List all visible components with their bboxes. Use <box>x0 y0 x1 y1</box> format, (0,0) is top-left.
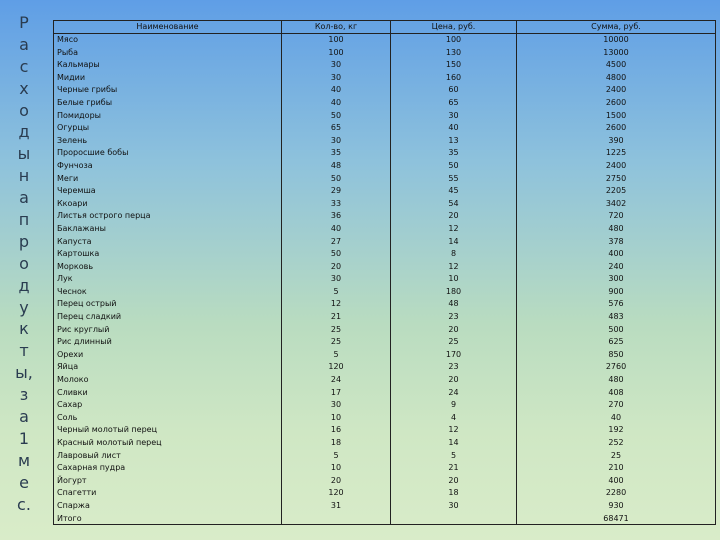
table-row <box>54 222 716 235</box>
vertical-title-char: д <box>18 275 30 295</box>
item-name-cell: Мидии <box>54 71 282 84</box>
quantity-cell: 100 <box>282 46 391 59</box>
quantity-cell: 40 <box>282 222 391 235</box>
item-name-cell: Сахар <box>54 399 282 412</box>
sum-cell: 480 <box>517 374 716 387</box>
table-row <box>54 323 716 336</box>
quantity-cell: 30 <box>282 273 391 286</box>
table-row <box>54 210 716 223</box>
sum-cell: 1225 <box>517 147 716 160</box>
header-row <box>54 21 716 34</box>
sum-cell: 1500 <box>517 109 716 122</box>
price-cell: 30 <box>391 109 517 122</box>
sum-cell: 2400 <box>517 84 716 97</box>
sum-cell: 4500 <box>517 59 716 72</box>
table-row <box>54 235 716 248</box>
quantity-cell: 10 <box>282 411 391 424</box>
price-cell: 5 <box>391 449 517 462</box>
sum-cell: 2750 <box>517 172 716 185</box>
sum-cell: 300 <box>517 273 716 286</box>
vertical-title-char: а <box>19 34 29 54</box>
header-quantity: Кол-во, кг <box>282 21 391 34</box>
vertical-title-char: м <box>17 450 31 470</box>
price-cell: 25 <box>391 336 517 349</box>
quantity-cell: 31 <box>282 499 391 512</box>
vertical-title-char: н <box>18 166 30 186</box>
price-cell: 4 <box>391 411 517 424</box>
header-name: Наименование <box>54 21 282 34</box>
table-row <box>54 147 716 160</box>
sum-cell: 576 <box>517 298 716 311</box>
sum-cell: 10000 <box>517 34 716 47</box>
quantity-cell: 20 <box>282 260 391 273</box>
vertical-title-char: ы <box>17 144 31 164</box>
table-row <box>54 411 716 424</box>
quantity-cell: 27 <box>282 235 391 248</box>
table-row <box>54 172 716 185</box>
price-cell: 20 <box>391 210 517 223</box>
item-name-cell: Сахарная пудра <box>54 462 282 475</box>
sum-cell: 2205 <box>517 185 716 198</box>
price-cell: 65 <box>391 96 517 109</box>
item-name-cell: Яйца <box>54 361 282 374</box>
quantity-cell: 30 <box>282 134 391 147</box>
quantity-cell: 17 <box>282 386 391 399</box>
quantity-cell: 25 <box>282 336 391 349</box>
item-name-cell: Белые грибы <box>54 96 282 109</box>
sum-cell: 850 <box>517 348 716 361</box>
total-row <box>54 512 716 525</box>
sum-cell: 252 <box>517 437 716 450</box>
total-empty-cell <box>282 512 391 525</box>
table-row <box>54 159 716 172</box>
price-cell: 9 <box>391 399 517 412</box>
quantity-cell: 10 <box>282 462 391 475</box>
table-row <box>54 424 716 437</box>
table-row <box>54 46 716 59</box>
quantity-cell: 40 <box>282 84 391 97</box>
price-cell: 10 <box>391 273 517 286</box>
table-row <box>54 285 716 298</box>
table-row <box>54 273 716 286</box>
item-name-cell: Картошка <box>54 248 282 261</box>
table-row <box>54 34 716 47</box>
quantity-cell: 5 <box>282 348 391 361</box>
price-cell: 150 <box>391 59 517 72</box>
price-cell: 21 <box>391 462 517 475</box>
quantity-cell: 12 <box>282 298 391 311</box>
quantity-cell: 35 <box>282 147 391 160</box>
price-cell: 45 <box>391 185 517 198</box>
item-name-cell: Помидоры <box>54 109 282 122</box>
price-cell: 100 <box>391 34 517 47</box>
quantity-cell: 50 <box>282 172 391 185</box>
item-name-cell: Спаржа <box>54 499 282 512</box>
table-row <box>54 348 716 361</box>
item-name-cell: Лавровый лист <box>54 449 282 462</box>
item-name-cell: Черные грибы <box>54 84 282 97</box>
item-name-cell: Морковь <box>54 260 282 273</box>
table-row <box>54 84 716 97</box>
quantity-cell: 30 <box>282 59 391 72</box>
item-name-cell: Баклажаны <box>54 222 282 235</box>
item-name-cell: Перец сладкий <box>54 311 282 324</box>
sum-cell: 2760 <box>517 361 716 374</box>
sum-cell: 25 <box>517 449 716 462</box>
item-name-cell: Чеснок <box>54 285 282 298</box>
price-cell: 13 <box>391 134 517 147</box>
quantity-cell: 21 <box>282 311 391 324</box>
quantity-cell: 36 <box>282 210 391 223</box>
sum-cell: 400 <box>517 248 716 261</box>
vertical-title-char: 1 <box>18 428 30 448</box>
quantity-cell: 20 <box>282 474 391 487</box>
sum-cell: 378 <box>517 235 716 248</box>
item-name-cell: Рыба <box>54 46 282 59</box>
quantity-cell: 30 <box>282 71 391 84</box>
vertical-title-char: з <box>19 385 29 405</box>
sum-cell: 2280 <box>517 487 716 500</box>
item-name-cell: Молоко <box>54 374 282 387</box>
vertical-title-char: х <box>19 78 29 98</box>
price-cell: 20 <box>391 323 517 336</box>
quantity-cell: 65 <box>282 122 391 135</box>
header-price: Цена, руб. <box>391 21 517 34</box>
price-cell: 20 <box>391 374 517 387</box>
item-name-cell: Фунчоза <box>54 159 282 172</box>
price-cell: 54 <box>391 197 517 210</box>
price-cell: 50 <box>391 159 517 172</box>
item-name-cell: Мясо <box>54 34 282 47</box>
price-cell: 30 <box>391 499 517 512</box>
item-name-cell: Сливки <box>54 386 282 399</box>
table-row <box>54 474 716 487</box>
quantity-cell: 100 <box>282 34 391 47</box>
price-cell: 8 <box>391 248 517 261</box>
price-cell: 14 <box>391 235 517 248</box>
vertical-title-char: т <box>19 341 29 361</box>
item-name-cell: Рис круглый <box>54 323 282 336</box>
table-row <box>54 487 716 500</box>
vertical-title-char: к <box>19 319 29 339</box>
price-cell: 170 <box>391 348 517 361</box>
vertical-title-char: с. <box>17 494 31 514</box>
quantity-cell: 40 <box>282 96 391 109</box>
item-name-cell: Рис длинный <box>54 336 282 349</box>
item-name-cell: Огурцы <box>54 122 282 135</box>
price-cell: 12 <box>391 424 517 437</box>
quantity-cell: 120 <box>282 487 391 500</box>
sum-cell: 3402 <box>517 197 716 210</box>
item-name-cell: Капуста <box>54 235 282 248</box>
price-cell: 24 <box>391 386 517 399</box>
vertical-title-char: о <box>19 253 29 273</box>
table-row <box>54 437 716 450</box>
price-cell: 23 <box>391 311 517 324</box>
vertical-title-char: р <box>18 231 30 251</box>
price-cell: 60 <box>391 84 517 97</box>
quantity-cell: 5 <box>282 285 391 298</box>
price-cell: 40 <box>391 122 517 135</box>
header-sum: Сумма, руб. <box>517 21 716 34</box>
quantity-cell: 18 <box>282 437 391 450</box>
table-row <box>54 59 716 72</box>
price-cell: 12 <box>391 222 517 235</box>
quantity-cell: 50 <box>282 109 391 122</box>
price-cell: 55 <box>391 172 517 185</box>
price-cell: 20 <box>391 474 517 487</box>
sum-cell: 408 <box>517 386 716 399</box>
sum-cell: 13000 <box>517 46 716 59</box>
quantity-cell: 50 <box>282 248 391 261</box>
item-name-cell: Меги <box>54 172 282 185</box>
vertical-title-char: о <box>19 100 29 120</box>
table-row <box>54 109 716 122</box>
price-cell: 14 <box>391 437 517 450</box>
sum-cell: 720 <box>517 210 716 223</box>
table-row <box>54 197 716 210</box>
table-row <box>54 298 716 311</box>
item-name-cell: Черемша <box>54 185 282 198</box>
quantity-cell: 120 <box>282 361 391 374</box>
price-cell: 23 <box>391 361 517 374</box>
table-row <box>54 122 716 135</box>
vertical-title-char: у <box>19 297 29 317</box>
table-row <box>54 71 716 84</box>
sum-cell: 900 <box>517 285 716 298</box>
table-body <box>54 34 716 525</box>
quantity-cell: 33 <box>282 197 391 210</box>
vertical-title-char: е <box>19 472 29 492</box>
table-row <box>54 499 716 512</box>
price-cell: 35 <box>391 147 517 160</box>
vertical-title-char: а <box>19 407 29 427</box>
table-row <box>54 399 716 412</box>
item-name-cell: Орехи <box>54 348 282 361</box>
table-row <box>54 260 716 273</box>
sum-cell: 480 <box>517 222 716 235</box>
price-cell: 160 <box>391 71 517 84</box>
item-name-cell: Соль <box>54 411 282 424</box>
price-cell: 180 <box>391 285 517 298</box>
expenses-table <box>53 20 716 525</box>
item-name-cell: Спагетти <box>54 487 282 500</box>
vertical-title-char: с <box>19 56 29 76</box>
item-name-cell: Ккоари <box>54 197 282 210</box>
vertical-title-char: п <box>18 210 30 230</box>
item-name-cell: Черный молотый перец <box>54 424 282 437</box>
vertical-title-char: а <box>19 188 29 208</box>
sum-cell: 500 <box>517 323 716 336</box>
total-sum: 68471 <box>517 512 716 525</box>
quantity-cell: 30 <box>282 399 391 412</box>
table-row <box>54 248 716 261</box>
table-row <box>54 134 716 147</box>
table-row <box>54 336 716 349</box>
quantity-cell: 29 <box>282 185 391 198</box>
sum-cell: 192 <box>517 424 716 437</box>
sum-cell: 4800 <box>517 71 716 84</box>
item-name-cell: Кальмары <box>54 59 282 72</box>
quantity-cell: 25 <box>282 323 391 336</box>
item-name-cell: Проросшие бобы <box>54 147 282 160</box>
sum-cell: 400 <box>517 474 716 487</box>
sum-cell: 390 <box>517 134 716 147</box>
quantity-cell: 48 <box>282 159 391 172</box>
total-empty-cell <box>391 512 517 525</box>
vertical-title-char: Р <box>19 13 29 32</box>
price-cell: 18 <box>391 487 517 500</box>
sum-cell: 2600 <box>517 122 716 135</box>
item-name-cell: Йогурт <box>54 474 282 487</box>
vertical-title-char: д <box>18 122 30 142</box>
total-label: Итого <box>54 512 282 525</box>
sum-cell: 930 <box>517 499 716 512</box>
sum-cell: 240 <box>517 260 716 273</box>
sum-cell: 40 <box>517 411 716 424</box>
item-name-cell: Лук <box>54 273 282 286</box>
item-name-cell: Зелень <box>54 134 282 147</box>
item-name-cell: Красный молотый перец <box>54 437 282 450</box>
quantity-cell: 16 <box>282 424 391 437</box>
sum-cell: 2600 <box>517 96 716 109</box>
quantity-cell: 5 <box>282 449 391 462</box>
quantity-cell: 24 <box>282 374 391 387</box>
sum-cell: 2400 <box>517 159 716 172</box>
table-row <box>54 449 716 462</box>
price-cell: 130 <box>391 46 517 59</box>
sum-cell: 270 <box>517 399 716 412</box>
table-row <box>54 311 716 324</box>
table-row <box>54 374 716 387</box>
price-cell: 48 <box>391 298 517 311</box>
item-name-cell: Листья острого перца <box>54 210 282 223</box>
item-name-cell: Перец острый <box>54 298 282 311</box>
table-row <box>54 462 716 475</box>
sum-cell: 210 <box>517 462 716 475</box>
table-row <box>54 96 716 109</box>
sum-cell: 483 <box>517 311 716 324</box>
vertical-title-char: ы, <box>15 363 33 383</box>
vertical-title <box>0 12 48 515</box>
price-cell: 12 <box>391 260 517 273</box>
table-row <box>54 386 716 399</box>
sum-cell: 625 <box>517 336 716 349</box>
table-row <box>54 361 716 374</box>
table-row <box>54 185 716 198</box>
